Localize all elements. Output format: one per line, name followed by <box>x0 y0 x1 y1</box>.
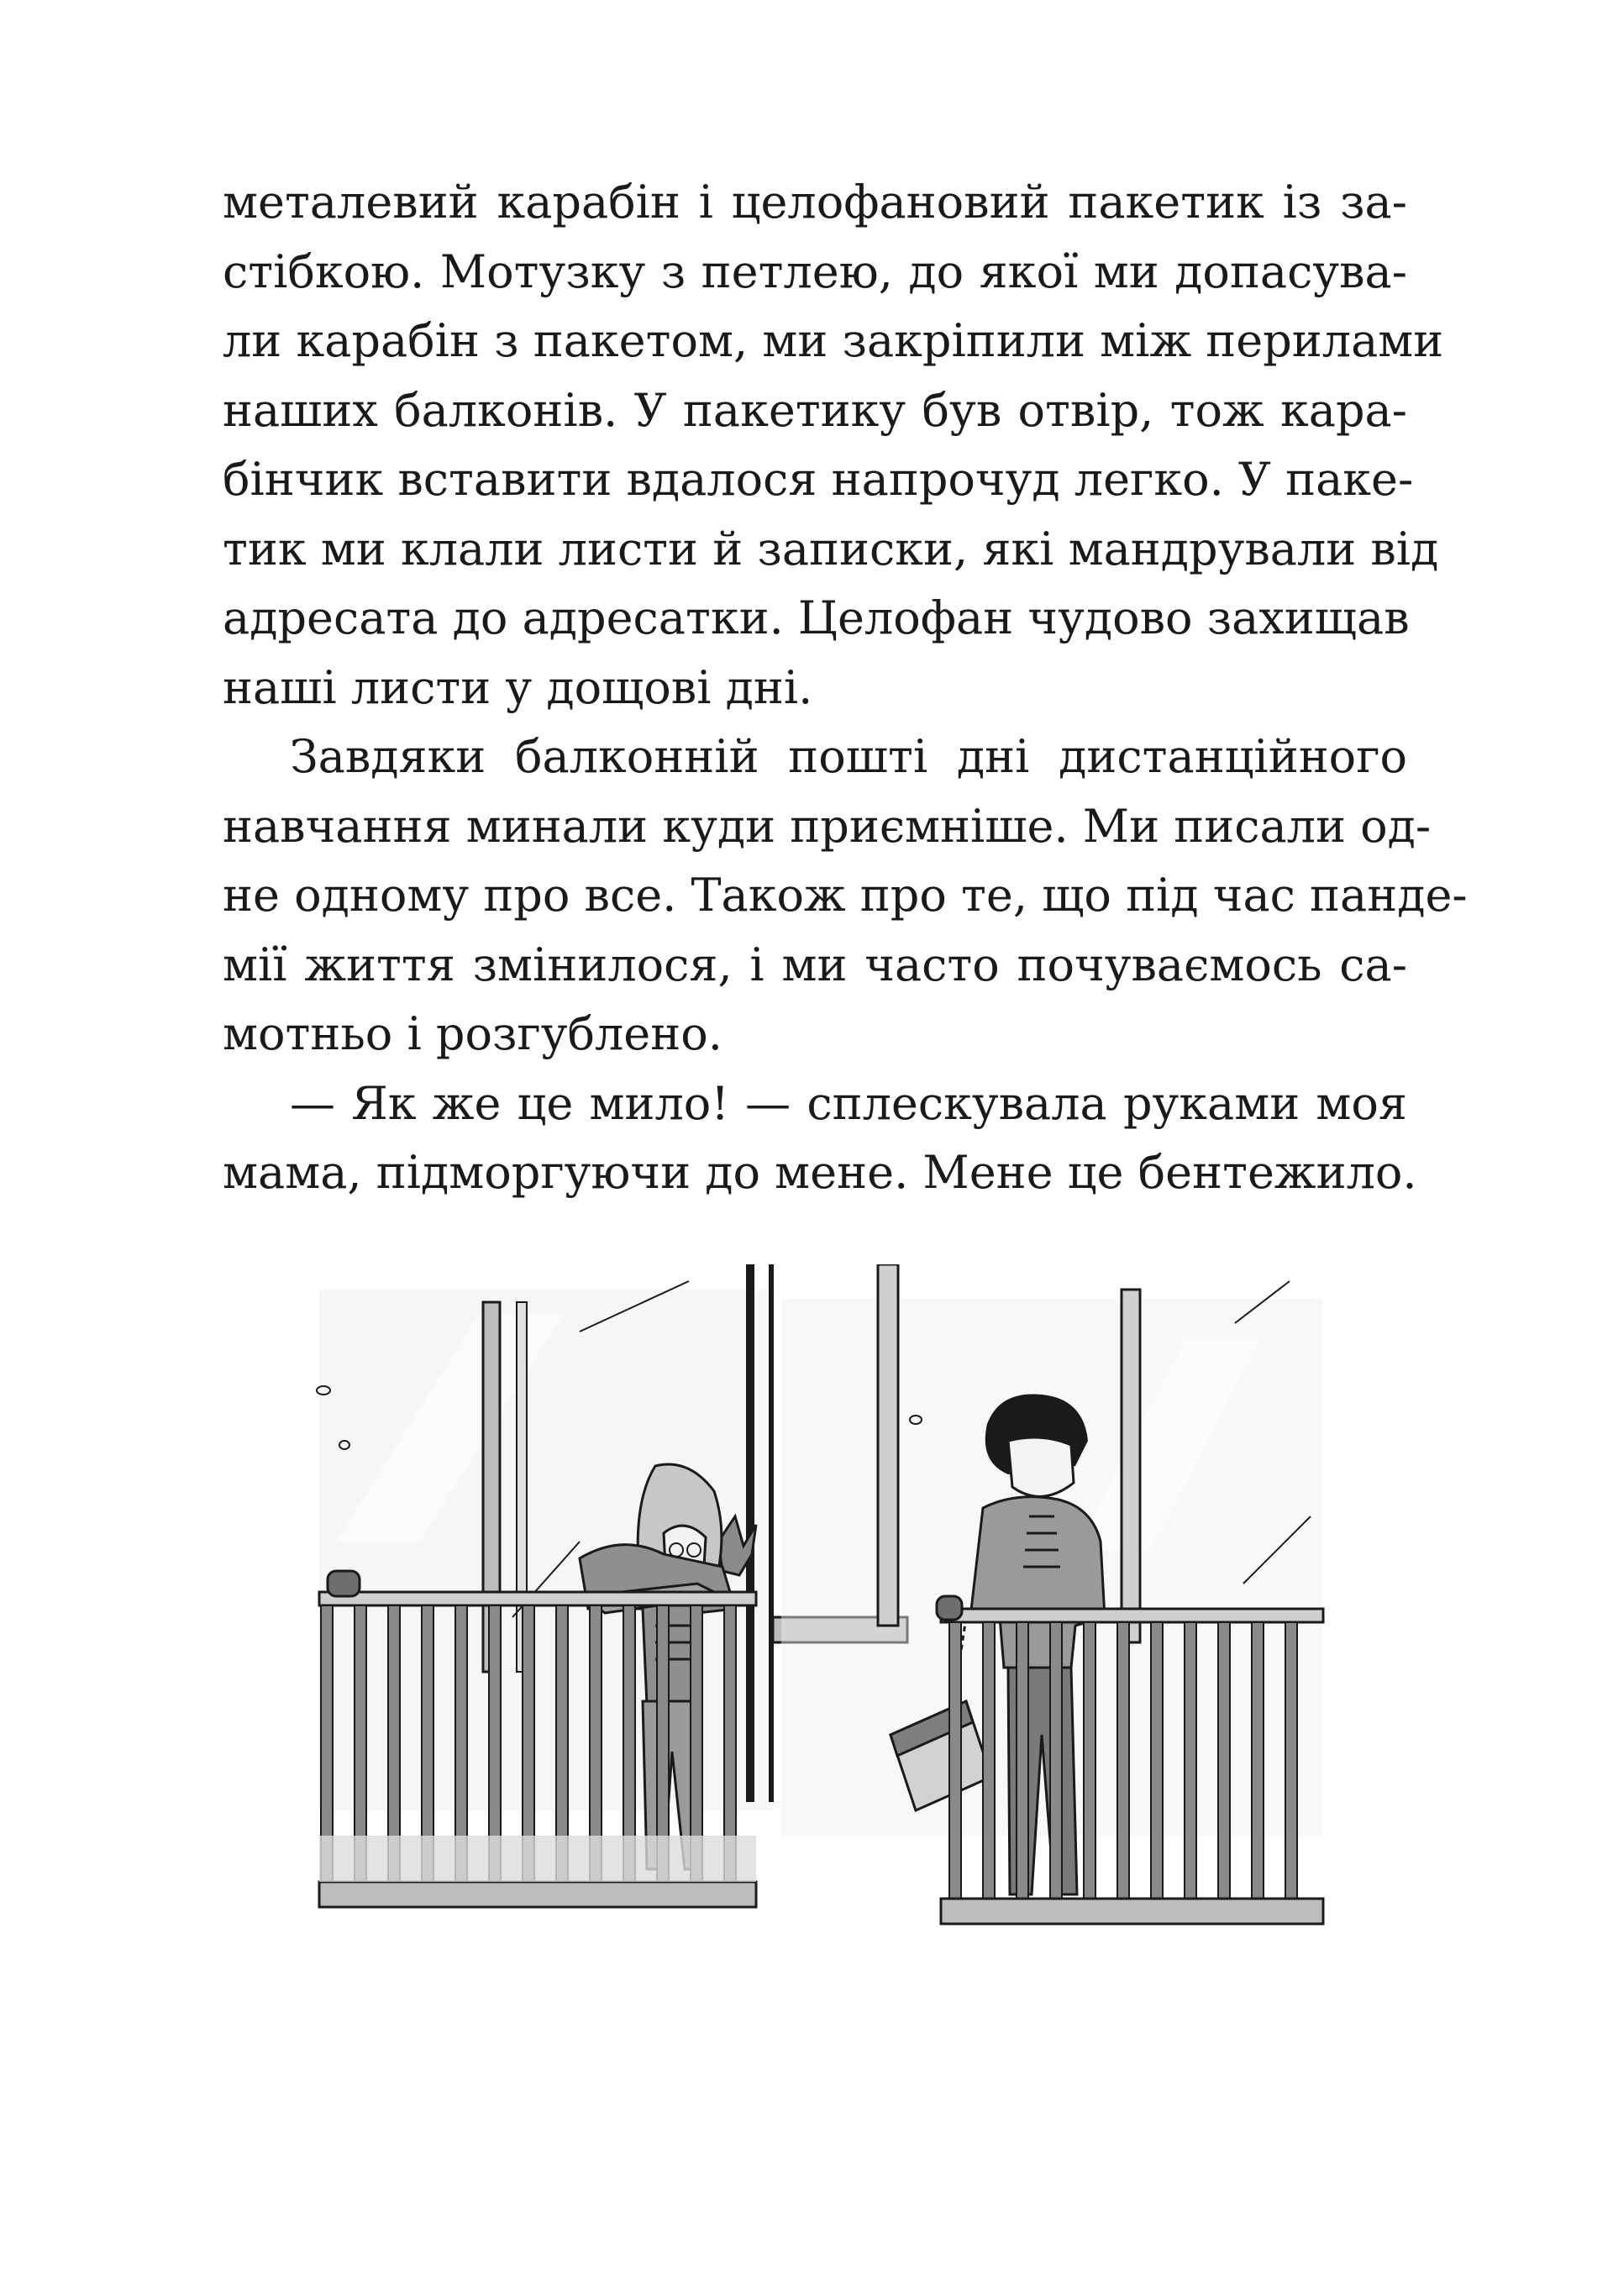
text-line: бінчик вставити вдалося напрочуд легко. У паке- <box>223 453 1414 506</box>
text-line: мотньо і розгублено. <box>223 1007 722 1060</box>
text-line: — Як же це мило! — сплескувала руками моя <box>290 1076 1407 1130</box>
left-rail-knob <box>328 1571 360 1596</box>
right-rail-top <box>941 1609 1323 1622</box>
boy-face <box>1008 1437 1074 1496</box>
text-line: адресата до адресатки. Целофан чудово захищав <box>223 591 1410 644</box>
text-line: ли карабін з пакетом, ми закріпили між перилами <box>223 314 1444 367</box>
left-balcony-slab <box>319 1882 756 1907</box>
paragraph-2 <box>223 722 1468 1069</box>
text-line: не одному про все. Також про те, що під час панде- <box>223 869 1468 922</box>
right-window-frame-left <box>878 1264 898 1626</box>
right-balcony-slab <box>941 1899 1323 1924</box>
left-rail-top <box>319 1592 756 1605</box>
paragraph-1 <box>223 168 1444 722</box>
illustration-svg <box>302 1264 1327 2037</box>
two-children-on-balconies-illustration <box>302 1264 1327 2037</box>
paragraph-3 <box>223 1069 1417 1208</box>
left-balcony-floor-shade <box>319 1836 756 1882</box>
text-line: мії життя змінилося, і ми часто почуваємось са- <box>223 938 1407 991</box>
right-rail-knob <box>937 1596 962 1620</box>
text-line: тик ми клали листи й записки, які мандрували від <box>223 522 1439 575</box>
text-line: металевий карабін і целофановий пакетик із за- <box>223 176 1407 229</box>
text-line: наші листи у дощові дні. <box>223 660 813 714</box>
text-line: навчання минали куди приємніше. Ми писали од- <box>223 799 1432 853</box>
center-divider-right <box>769 1264 774 1802</box>
text-line: стібкою. Мотузку з петлею, до якої ми допасува- <box>223 244 1407 298</box>
text-line: мама, підморгуючи до мене. Мене це бентежило. <box>223 1146 1417 1199</box>
text-line: наших балконів. У пакетику був отвір, тож кара- <box>223 383 1407 437</box>
text-line: Завдяки балконній пошті дні дистанційного <box>290 730 1407 783</box>
body-text <box>223 168 1468 1208</box>
right-window-frame-mid <box>1122 1290 1140 1642</box>
